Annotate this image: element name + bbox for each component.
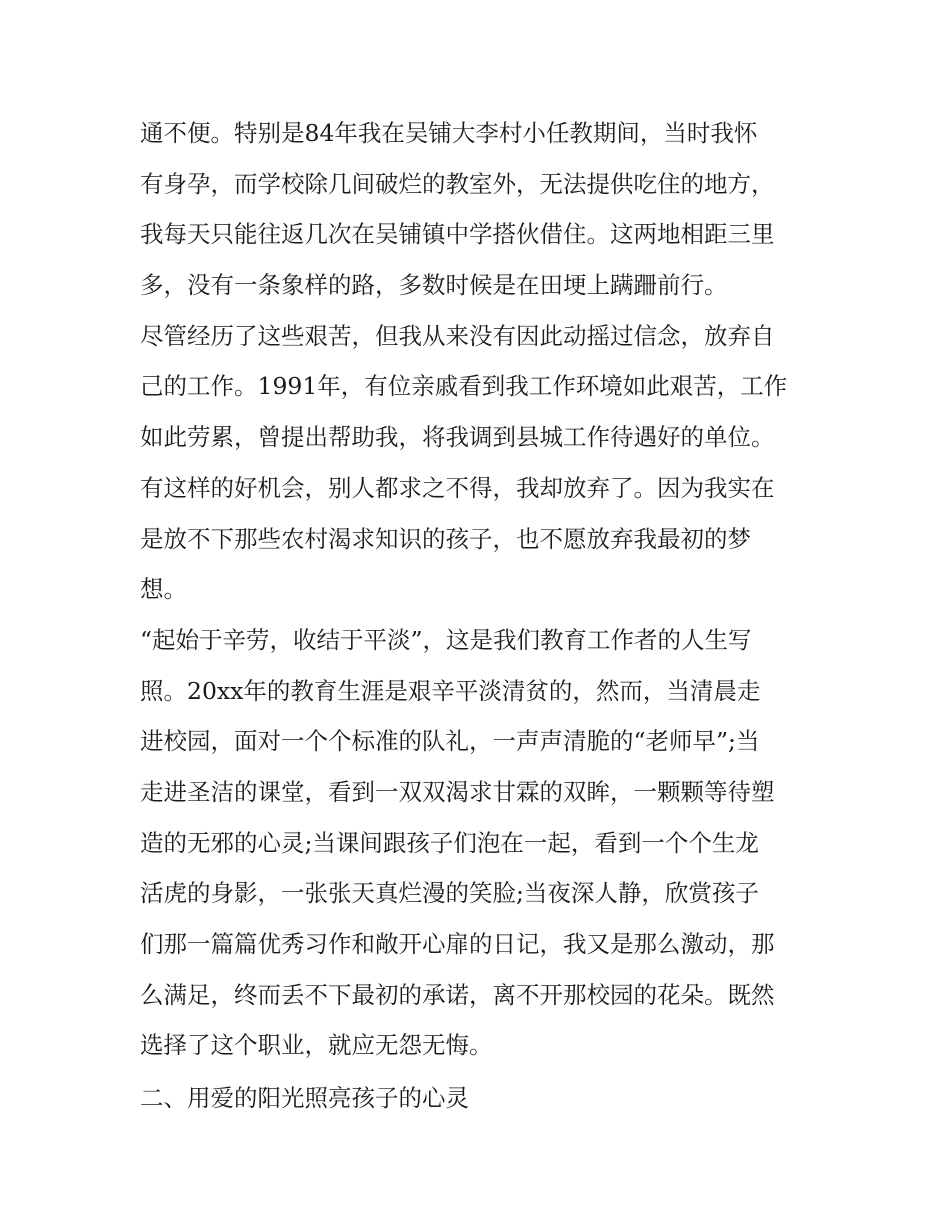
- text-line-6: 己的工作。1991年，有位亲戚看到我工作环境如此艰苦，工作: [140, 372, 788, 401]
- text-line-5: 尽管经历了这些艰苦，但我从来没有因此动摇过信念，放弃自: [140, 321, 775, 350]
- text-line-14: 走进圣洁的课堂，看到一双双渴求甘霖的双眸，一颗颗等待塑: [140, 777, 775, 806]
- text-line-7: 如此劳累，曾提出帮助我，将我调到县城工作待遇好的单位。: [140, 423, 775, 452]
- section-heading: 二、用爱的阳光照亮孩子的心灵: [140, 1084, 469, 1113]
- text-line-19: 选择了这个职业，就应无怨无悔。: [140, 1031, 493, 1060]
- text-line-10: 想。: [140, 575, 187, 604]
- text-line-2: 有身孕，而学校除几间破烂的教室外，无法提供吃住的地方，: [140, 169, 775, 198]
- text-line-15: 造的无邪的心灵;当课间跟孩子们泡在一起，看到一个个生龙: [140, 828, 759, 857]
- text-line-13: 进校园，面对一个个标准的队礼，一声声清脆的“老师早”;当: [140, 727, 760, 756]
- text-line-18: 么满足，终而丢不下最初的承诺，离不开那校园的花朵。既然: [140, 980, 775, 1009]
- text-line-1: 通不便。特别是84年我在吴铺大李村小任教期间，当时我怀: [140, 119, 758, 147]
- text-line-11: “起始于辛劳，收结于平淡”，这是我们教育工作者的人生写: [140, 625, 752, 654]
- text-line-9: 是放不下那些农村渴求知识的孩子，也不愿放弃我最初的梦: [140, 524, 751, 553]
- text-line-4: 多，没有一条象样的路，多数时候是在田埂上蹒跚前行。: [140, 271, 728, 300]
- document-body: [140, 108, 820, 1124]
- text-line-12: 照。20xx年的教育生涯是艰辛平淡清贫的，然而，当清晨走: [140, 676, 761, 705]
- text-line-8: 有这样的好机会，别人都求之不得，我却放弃了。因为我实在: [140, 473, 775, 502]
- text-line-17: 们那一篇篇优秀习作和敞开心扉的日记，我又是那么激动，那: [140, 930, 775, 958]
- text-line-16: 活虎的身影，一张张天真烂漫的笑脸;当夜深人静，欣赏孩子: [140, 879, 759, 908]
- text-line-3: 我每天只能往返几次在吴铺镇中学搭伙借住。这两地相距三里: [140, 220, 775, 249]
